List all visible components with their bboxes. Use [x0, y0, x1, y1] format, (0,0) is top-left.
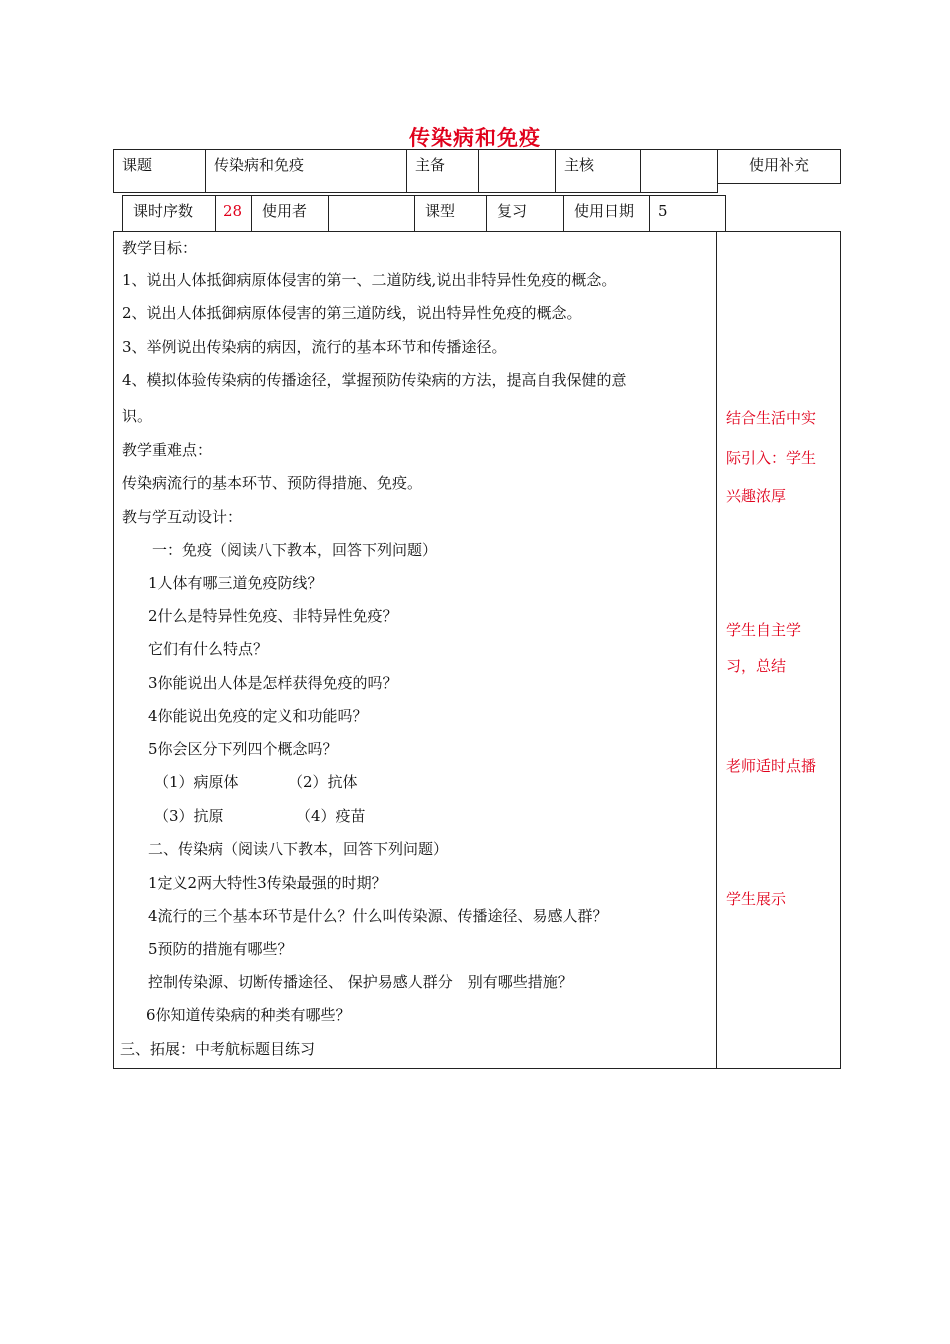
concept-vaccine: （4）疫苗	[296, 807, 366, 825]
section-heading-objectives: 教学目标：	[122, 239, 198, 257]
keypoints-text: 传染病流行的基本环节、预防得措施、免疫。	[122, 474, 423, 492]
label-period: 课时序数	[122, 195, 216, 232]
question-4: 4你能说出免疫的定义和功能吗？	[148, 707, 368, 725]
side-note-6: 老师适时点播	[726, 757, 817, 775]
side-note-7: 学生展示	[726, 890, 787, 908]
side-note-1: 结合生活中实	[726, 409, 817, 427]
column-divider	[716, 231, 717, 1069]
question-2-cont: 它们有什么特点？	[148, 640, 269, 658]
objective-2: 2、说出人体抵御病原体侵害的第三道防线，说出特异性免疫的概念。	[122, 304, 582, 322]
disease-question-5-cont: 控制传染源、切断传播途径、 保护易感人群分 别有哪些措施？	[148, 973, 573, 991]
period-value: 28	[215, 195, 252, 232]
concept-antigen: （3）抗原	[154, 807, 224, 825]
question-3: 3你能说出人体是怎样获得免疫的吗？	[148, 674, 398, 692]
concept-pathogen: （1）病原体	[154, 773, 239, 791]
question-5: 5你会区分下列四个概念吗？	[148, 740, 338, 758]
side-note-2: 际引入：学生	[726, 449, 817, 467]
objective-1: 1、说出人体抵御病原体侵害的第一、二道防线,说出非特异性免疫的概念。	[122, 271, 617, 289]
section-heading-interaction: 教与学互动设计：	[122, 508, 243, 526]
date-value: 5	[649, 195, 726, 232]
label-main-prep: 主备	[406, 149, 479, 193]
side-note-5: 习，总结	[726, 657, 787, 675]
page-title: 传染病和免疫	[409, 125, 541, 150]
part-1-heading: 一：免疫（阅读八下教本，回答下列问题）	[152, 541, 438, 559]
disease-question-1: 1定义2两大特性3传染最强的时期？	[148, 874, 387, 892]
label-supplement: 使用补充	[717, 149, 841, 184]
disease-question-4: 4流行的三个基本环节是什么？什么叫传染源、传播途径、易感人群？	[148, 907, 608, 925]
question-2: 2什么是特异性免疫、非特异性免疫？	[148, 607, 398, 625]
section-heading-keypoints: 教学重难点：	[122, 441, 213, 459]
concept-antibody: （2）抗体	[288, 773, 358, 791]
topic-value: 传染病和免疫	[205, 149, 407, 193]
user-value	[328, 195, 415, 232]
disease-question-6: 6你知道传染病的种类有哪些？	[146, 1006, 351, 1024]
disease-question-5: 5预防的措施有哪些？	[148, 940, 293, 958]
side-note-4: 学生自主学	[726, 621, 802, 639]
label-type: 课型	[414, 195, 487, 232]
label-date: 使用日期	[563, 195, 650, 232]
label-user: 使用者	[251, 195, 329, 232]
part-2-heading: 二、传染病（阅读八下教本，回答下列问题）	[148, 840, 449, 858]
objective-3: 3、举例说出传染病的病因，流行的基本环节和传播途径。	[122, 338, 507, 356]
part-3-heading: 三、拓展：中考航标题目练习	[120, 1040, 316, 1058]
type-value: 复习	[486, 195, 564, 232]
side-note-3: 兴趣浓厚	[726, 487, 787, 505]
question-1: 1人体有哪三道免疫防线？	[148, 574, 323, 592]
review-value	[640, 149, 718, 193]
objective-4: 4、模拟体验传染病的传播途径，掌握预防传染病的方法，提高自我保健的意	[122, 371, 627, 389]
main-prep-value	[478, 149, 556, 193]
objective-4-cont: 识。	[122, 407, 153, 425]
label-review: 主核	[555, 149, 641, 193]
label-topic: 课题	[113, 149, 206, 193]
